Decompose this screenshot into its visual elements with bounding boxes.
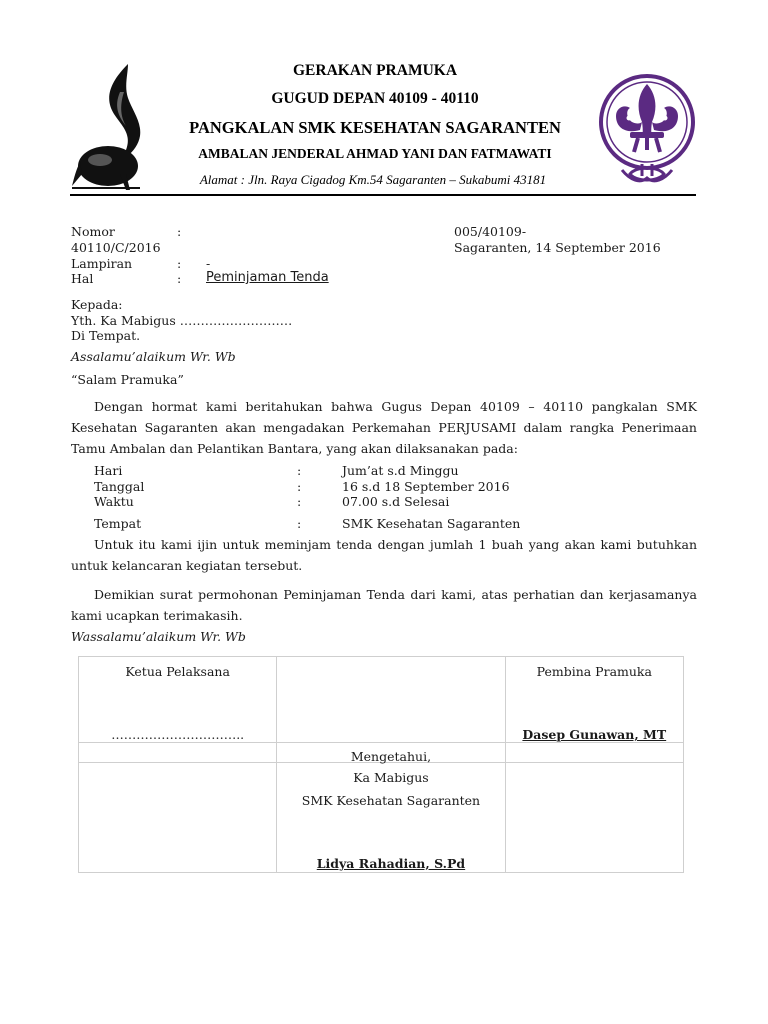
detail-label-waktu: Waktu <box>94 494 134 509</box>
greeting: Assalamu’alaikum Wr. Wb <box>71 349 236 364</box>
mabigus-title: Ka Mabigus <box>353 770 429 785</box>
detail-colon: : <box>297 463 302 478</box>
right-bottom-cell <box>505 763 683 873</box>
middle-top-cell <box>277 657 505 743</box>
mabigus-school: SMK Kesehatan Sagaranten <box>301 793 481 808</box>
detail-value-hari: Jum’at s.d Minggu <box>342 463 459 478</box>
closing-greeting: Wassalamu’alaikum Wr. Wb <box>71 629 246 644</box>
gugus-depan-title: GUGUD DEPAN 40109 - 40110 <box>271 90 479 107</box>
opening-paragraph <box>71 396 697 459</box>
closing-paragraph-text: Demikian surat permohonan Peminjaman Tenda dari kami, atas perhatian dan kerjasamanya kami ucapkan terimakasih. <box>71 587 697 623</box>
left-bottom-cell <box>79 763 277 873</box>
right-spacer-cell <box>505 743 683 763</box>
lampiran-label: Lampiran <box>71 256 133 271</box>
nomor-value: 005/40109- <box>454 224 527 239</box>
scout-fleur-de-lis-icon <box>596 70 698 192</box>
mengetahui-cell <box>277 743 505 763</box>
pembina-name: Dasep Gunawan, MT <box>522 727 667 742</box>
address-line: Alamat : Jln. Raya Cigadog Km.54 Sagaranten – Sukabumi 43181 <box>199 172 547 187</box>
detail-value-tempat: SMK Kesehatan Sagaranten <box>342 516 521 531</box>
mabigus-cell <box>277 763 505 873</box>
request-paragraph-text: Untuk itu kami ijin untuk meminjam tenda dengan jumlah 1 buah yang akan kami butuhkan untuk kelancaran kegiatan tersebut. <box>71 537 697 573</box>
closing-paragraph <box>71 584 697 626</box>
org-title: GERAKAN PRAMUKA <box>292 62 458 79</box>
hal-label: Hal <box>71 271 94 286</box>
detail-value-waktu: 07.00 s.d Selesai <box>342 494 450 509</box>
mengetahui-label: Mengetahui, <box>350 749 432 764</box>
detail-label-tanggal: Tanggal <box>94 479 145 494</box>
ketua-signature-line: ………………………….. <box>111 727 245 742</box>
detail-label-hari: Hari <box>94 463 123 478</box>
pangkalan-title: PANGKALAN SMK KESEHATAN SAGARANTEN <box>189 118 561 137</box>
ketua-title: Ketua Pelaksana <box>125 664 230 679</box>
mabigus-name: Lidya Rahadian, S.Pd <box>316 856 466 871</box>
recipient-place: Di Tempat. <box>71 328 141 343</box>
pembina-cell <box>505 657 683 743</box>
detail-label-tempat: Tempat <box>94 516 142 531</box>
recipient-kepada: Kepada: <box>71 297 123 312</box>
opening-paragraph-text: Dengan hormat kami beritahukan bahwa Gugus Depan 40109 – 40110 pangkalan SMK Kesehatan Sagaranten akan mengadakan Perkemahan PERJUSAMI dalam rangka Penerimaan Tamu Ambalan dan Pelantikan Bantara, yang akan dilaksanakan pada: <box>71 399 697 456</box>
left-spacer-cell <box>79 743 277 763</box>
letter-date: Sagaranten, 14 September 2016 <box>454 240 661 255</box>
lampiran-value: - <box>206 256 211 271</box>
nomor-colon: : <box>177 224 182 239</box>
nomor-label: Nomor <box>71 224 115 239</box>
lampiran-colon: : <box>177 256 182 271</box>
detail-colon: : <box>297 479 302 494</box>
detail-colon: : <box>297 516 302 531</box>
request-paragraph <box>71 534 697 576</box>
detail-value-tanggal: 16 s.d 18 September 2016 <box>342 479 510 494</box>
recipient-name: Yth. Ka Mabigus ……………………… <box>71 313 293 328</box>
signature-table <box>78 656 684 873</box>
hal-colon: : <box>177 271 182 286</box>
nomor-value-continued: 40110/C/2016 <box>71 240 161 255</box>
tunas-kelapa-icon <box>70 62 154 192</box>
hal-value: Peminjaman Tenda <box>206 270 329 285</box>
pembina-title: Pembina Pramuka <box>536 664 652 679</box>
ketua-cell <box>79 657 277 743</box>
letterhead-divider <box>70 194 696 196</box>
ambalan-title: AMBALAN JENDERAL AHMAD YANI DAN FATMAWATI <box>198 146 552 161</box>
detail-colon: : <box>297 494 302 509</box>
salam-pramuka: “Salam Pramuka” <box>71 372 184 387</box>
